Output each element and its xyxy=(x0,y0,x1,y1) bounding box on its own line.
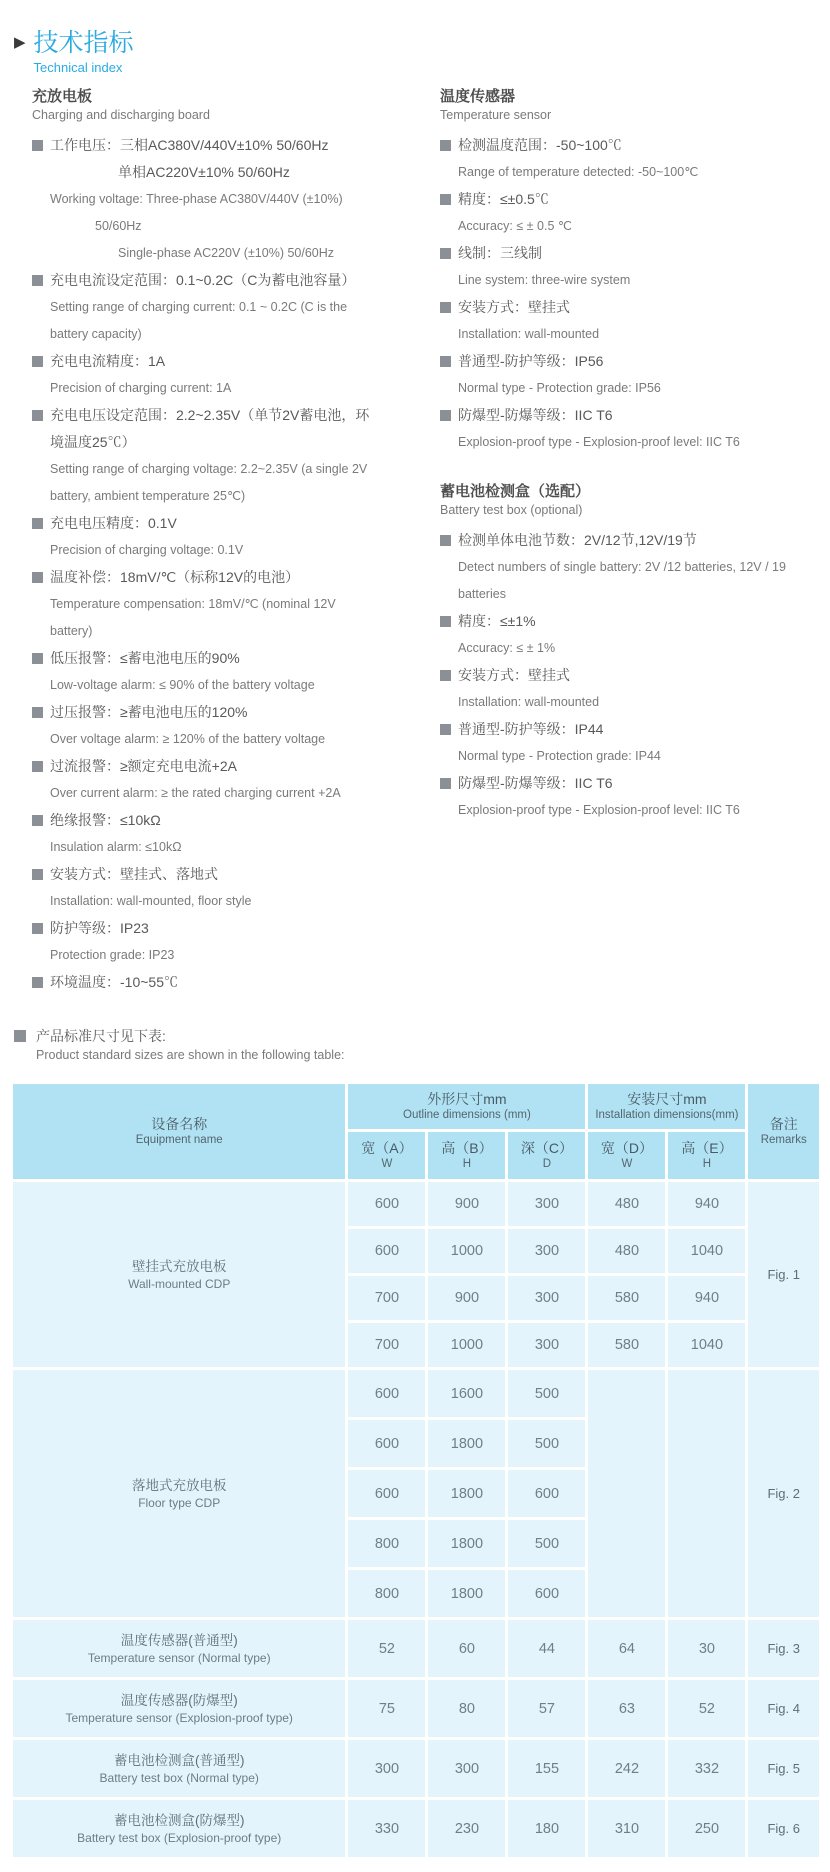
dimension-cell: 500 xyxy=(507,1519,587,1569)
spec-line-cn xyxy=(32,861,424,888)
remark-cell: Fig. 4 xyxy=(747,1679,821,1739)
remark-cell: Fig. 1 xyxy=(747,1181,821,1369)
spec-line-cn xyxy=(32,510,424,537)
square-bullet-icon xyxy=(32,410,43,421)
spec-line-cn xyxy=(32,969,424,996)
spec-line-en: Installation: wall-mounted xyxy=(458,695,600,709)
equipment-name-en: Wall-mounted CDP xyxy=(128,1276,231,1291)
spec-text-cn: 普通型-防护等级：IP56 xyxy=(458,353,604,369)
col-header-4 xyxy=(667,1131,747,1181)
dimension-cell: 800 xyxy=(347,1569,427,1619)
spec-line-cn xyxy=(440,527,826,554)
table-note-cn: 产品标准尺寸见下表: xyxy=(36,1028,166,1044)
section-heading xyxy=(440,482,826,519)
square-bullet-icon xyxy=(440,724,451,735)
col-header-en: W xyxy=(621,1158,633,1170)
spec-line-en: Over current alarm: ≥ the rated charging current +2A xyxy=(50,786,341,800)
spec-line-en: Normal type - Protection grade: IP44 xyxy=(458,749,661,763)
spec-line-en: Single-phase AC220V (±10%) 50/60Hz xyxy=(118,246,335,260)
dimension-cell: 1800 xyxy=(427,1519,507,1569)
spec-line-en: Precision of charging voltage: 0.1V xyxy=(50,543,244,557)
section-heading xyxy=(32,87,424,124)
spec-line-en: Protection grade: IP23 xyxy=(50,948,175,962)
equipment-name-cell xyxy=(12,1739,347,1799)
page-title: 技术指标 xyxy=(33,29,134,57)
spec-columns xyxy=(0,87,830,996)
dimension-cell: 1600 xyxy=(427,1369,507,1419)
spec-line-cn xyxy=(440,294,826,321)
spec-text-cn: 安装方式：壁挂式 xyxy=(458,299,570,315)
dimension-cell: 1000 xyxy=(427,1322,507,1369)
spec-text-cn: 充电电压精度：0.1V xyxy=(50,515,177,531)
spec-item xyxy=(32,645,424,699)
equipment-name-en: Battery test box (Explosion-proof type) xyxy=(77,1830,282,1845)
equipment-name-cell xyxy=(12,1619,347,1679)
square-bullet-icon xyxy=(440,670,451,681)
spec-line-en: Explosion-proof type - Explosion-proof level: IIC T6 xyxy=(458,435,740,449)
spec-line-cn: 境温度25℃） xyxy=(50,434,136,450)
spec-line-en: Installation: wall-mounted, floor style xyxy=(50,894,252,908)
spec-text-cn: 安装方式：壁挂式、落地式 xyxy=(50,866,218,882)
equipment-name-cell xyxy=(12,1369,347,1619)
spec-item xyxy=(32,402,424,510)
spec-item xyxy=(32,348,424,402)
dimension-cell: 330 xyxy=(347,1799,427,1859)
spec-text-cn: 精度：≤±0.5℃ xyxy=(458,191,549,207)
equipment-name-en: Battery test box (Normal type) xyxy=(99,1770,259,1785)
spec-line-en: battery capacity) xyxy=(50,327,142,341)
col-header-en: D xyxy=(542,1158,552,1170)
spec-line-cn xyxy=(440,770,826,797)
dimension-cell: 1800 xyxy=(427,1419,507,1469)
spec-line-en: 50/60Hz xyxy=(95,219,142,233)
spec-item xyxy=(440,608,826,662)
col-header-en: H xyxy=(462,1158,472,1170)
dimension-cell: 44 xyxy=(507,1619,587,1679)
spec-text-cn: 普通型-防护等级：IP44 xyxy=(458,721,604,737)
dimension-cell: 57 xyxy=(507,1679,587,1739)
square-bullet-icon xyxy=(32,356,43,367)
col-header-1 xyxy=(427,1131,507,1181)
col-group-outline-dimensions: 外形尺寸mm Outline dimensions (mm) xyxy=(347,1083,587,1131)
square-bullet-icon xyxy=(32,707,43,718)
square-bullet-icon xyxy=(14,1030,26,1042)
spec-line-cn xyxy=(32,753,424,780)
remark-cell: Fig. 6 xyxy=(747,1799,821,1859)
square-bullet-icon xyxy=(32,653,43,664)
col-header-cn: 高（B） xyxy=(441,1140,493,1156)
dimension-cell: 300 xyxy=(427,1739,507,1799)
spec-line-cn xyxy=(32,807,424,834)
col-header-en: W xyxy=(381,1158,393,1170)
dimension-cell: 600 xyxy=(507,1569,587,1619)
spec-item xyxy=(32,915,424,969)
dimension-cell: 155 xyxy=(507,1739,587,1799)
dimension-cell: 30 xyxy=(667,1619,747,1679)
spec-item xyxy=(440,348,826,402)
spec-line-cn xyxy=(32,348,424,375)
square-bullet-icon xyxy=(440,616,451,627)
table-row xyxy=(12,1739,821,1799)
col-header-remarks: 备注 Remarks xyxy=(747,1083,821,1181)
dimension-cell: 500 xyxy=(507,1419,587,1469)
table-row xyxy=(12,1181,821,1228)
dimension-cell: 52 xyxy=(667,1679,747,1739)
spec-item xyxy=(440,240,826,294)
square-bullet-icon xyxy=(440,535,451,546)
dimension-cell: 75 xyxy=(347,1679,427,1739)
spec-line-en: Low-voltage alarm: ≤ 90% of the battery voltage xyxy=(50,678,315,692)
spec-line-cn xyxy=(440,186,826,213)
spec-item xyxy=(440,662,826,716)
spec-text-cn: 线制：三线制 xyxy=(458,245,542,261)
dimension-cell: 180 xyxy=(507,1799,587,1859)
equipment-name-cell xyxy=(12,1799,347,1859)
spec-item xyxy=(32,861,424,915)
remark-cell: Fig. 3 xyxy=(747,1619,821,1679)
dimension-cell: 940 xyxy=(667,1181,747,1228)
spec-item xyxy=(32,132,424,267)
dimension-cell: 1040 xyxy=(667,1228,747,1275)
dimension-cell: 600 xyxy=(507,1469,587,1519)
spec-line-en: Detect numbers of single battery: 2V /12 batteries, 12V / 19 xyxy=(458,560,786,574)
equipment-name-cn: 蓄电池检测盒(普通型) xyxy=(113,1752,245,1768)
dimension-cell: 800 xyxy=(347,1519,427,1569)
square-bullet-icon xyxy=(32,869,43,880)
dimension-cell: 60 xyxy=(427,1619,507,1679)
spec-text-cn: 环境温度：-10~55℃ xyxy=(50,974,178,990)
spec-line-en: Insulation alarm: ≤10kΩ xyxy=(50,840,182,854)
dimension-cell: 600 xyxy=(347,1181,427,1228)
col-header-cn: 宽（A） xyxy=(361,1140,413,1156)
spec-column-right xyxy=(440,87,826,996)
dimension-cell: 900 xyxy=(427,1181,507,1228)
spec-item xyxy=(440,132,826,186)
spec-line-en: Installation: wall-mounted xyxy=(458,327,600,341)
dimension-cell: 500 xyxy=(507,1369,587,1419)
dimension-cell: 300 xyxy=(507,1275,587,1322)
square-bullet-icon xyxy=(440,140,451,151)
equipment-name-cn: 蓄电池检测盒(防爆型) xyxy=(113,1812,245,1828)
spec-item xyxy=(32,807,424,861)
square-bullet-icon xyxy=(32,815,43,826)
spec-line-cn xyxy=(32,915,424,942)
col-header-3 xyxy=(587,1131,667,1181)
dimension-cell: 300 xyxy=(507,1181,587,1228)
dimension-cell: 310 xyxy=(587,1799,667,1859)
spec-line-cn xyxy=(440,608,826,635)
spec-line-cn xyxy=(32,132,424,159)
spec-item xyxy=(440,402,826,456)
spec-item xyxy=(32,753,424,807)
spec-item xyxy=(440,527,826,608)
dimension-cell: 940 xyxy=(667,1275,747,1322)
page-header xyxy=(0,0,830,75)
section-heading xyxy=(440,87,826,124)
spec-text-cn: 过压报警：≥蓄电池电压的120% xyxy=(50,704,248,720)
spec-item xyxy=(440,716,826,770)
dimension-cell: 1800 xyxy=(427,1469,507,1519)
spec-text-cn: 工作电压：三相AC380V/440V±10% 50/60Hz xyxy=(50,137,329,153)
equipment-name-en: Floor type CDP xyxy=(138,1495,221,1510)
dimension-cell: 480 xyxy=(587,1181,667,1228)
dimension-cell: 63 xyxy=(587,1679,667,1739)
col-group-installation-dimensions: 安装尺寸mm Installation dimensions(mm) xyxy=(587,1083,747,1131)
col-header-cn: 宽（D） xyxy=(600,1140,653,1156)
spec-line-en: Normal type - Protection grade: IP56 xyxy=(458,381,661,395)
equipment-name-cn: 落地式充放电板 xyxy=(131,1477,227,1493)
dimension-cell: 300 xyxy=(347,1739,427,1799)
spec-text-cn: 安装方式：壁挂式 xyxy=(458,667,570,683)
dimension-cell: 300 xyxy=(507,1228,587,1275)
square-bullet-icon xyxy=(440,302,451,313)
spec-line-en: Accuracy: ≤ ± 0.5 ℃ xyxy=(458,219,572,233)
equipment-name-cn: 温度传感器(普通型) xyxy=(120,1632,238,1648)
table-row xyxy=(12,1799,821,1859)
col-header-2 xyxy=(507,1131,587,1181)
table-row xyxy=(12,1369,821,1419)
square-bullet-icon xyxy=(440,410,451,421)
dimension-cell: 332 xyxy=(667,1739,747,1799)
spec-line-en: Range of temperature detected: -50~100℃ xyxy=(458,165,699,179)
col-header-0 xyxy=(347,1131,427,1181)
spec-line-cn xyxy=(32,645,424,672)
dimension-cell-empty xyxy=(667,1369,747,1619)
dimension-cell: 600 xyxy=(347,1469,427,1519)
spec-item xyxy=(32,510,424,564)
section-heading-en: Battery test box (optional) xyxy=(440,503,583,517)
dimension-cell: 1040 xyxy=(667,1322,747,1369)
spec-text-cn: 过流报警：≥额定充电电流+2A xyxy=(50,758,237,774)
dimension-cell: 230 xyxy=(427,1799,507,1859)
spec-line-en: batteries xyxy=(458,587,506,601)
section-heading-cn: 蓄电池检测盒（选配） xyxy=(440,483,591,500)
spec-text-cn: 防爆型-防爆等级：IIC T6 xyxy=(458,407,613,423)
spec-text-cn: 温度补偿：18mV/℃（标称12V的电池） xyxy=(50,569,300,585)
remark-cell: Fig. 2 xyxy=(747,1369,821,1619)
dimension-cell: 1800 xyxy=(427,1569,507,1619)
dimension-cell: 580 xyxy=(587,1322,667,1369)
dimension-cell: 700 xyxy=(347,1275,427,1322)
page-subtitle: Technical index xyxy=(33,60,123,75)
spec-line-cn xyxy=(32,699,424,726)
square-bullet-icon xyxy=(32,140,43,151)
spec-line-en: Setting range of charging voltage: 2.2~2.35V (a single 2V xyxy=(50,462,368,476)
spec-text-cn: 充电电流精度：1A xyxy=(50,353,166,369)
table-note-en: Product standard sizes are shown in the following table: xyxy=(36,1048,345,1062)
section-heading-en: Temperature sensor xyxy=(440,108,552,122)
spec-text-cn: 检测温度范围：-50~100℃ xyxy=(458,137,622,153)
square-bullet-icon xyxy=(440,248,451,259)
spec-line-en: Explosion-proof type - Explosion-proof level: IIC T6 xyxy=(458,803,740,817)
triangle-bullet-icon: ▶ xyxy=(14,34,26,51)
dimension-cell: 700 xyxy=(347,1322,427,1369)
dimension-cell: 480 xyxy=(587,1228,667,1275)
spec-text-cn: 精度：≤±1% xyxy=(458,613,536,629)
spec-text-cn: 防护等级：IP23 xyxy=(50,920,149,936)
dimension-cell: 300 xyxy=(507,1322,587,1369)
spec-line-en: battery) xyxy=(50,624,93,638)
square-bullet-icon xyxy=(32,572,43,583)
spec-line-cn xyxy=(440,402,826,429)
dimension-cell: 242 xyxy=(587,1739,667,1799)
spec-item xyxy=(32,699,424,753)
spec-line-en: Precision of charging current: 1A xyxy=(50,381,232,395)
square-bullet-icon xyxy=(32,275,43,286)
square-bullet-icon xyxy=(32,923,43,934)
dimension-cell: 1000 xyxy=(427,1228,507,1275)
dimension-cell: 250 xyxy=(667,1799,747,1859)
spec-line-cn: 单相AC220V±10% 50/60Hz xyxy=(118,164,290,180)
spec-item xyxy=(440,294,826,348)
dimension-cell: 64 xyxy=(587,1619,667,1679)
equipment-name-cn: 壁挂式充放电板 xyxy=(131,1258,227,1274)
product-sizes-table xyxy=(10,1081,822,1860)
square-bullet-icon xyxy=(440,356,451,367)
spec-line-cn xyxy=(440,240,826,267)
square-bullet-icon xyxy=(32,977,43,988)
spec-line-en: Accuracy: ≤ ± 1% xyxy=(458,641,556,655)
spec-line-en: Setting range of charging current: 0.1 ~ 0.2C (C is the xyxy=(50,300,348,314)
table-note xyxy=(14,1026,830,1065)
square-bullet-icon xyxy=(32,761,43,772)
spec-item xyxy=(440,186,826,240)
table-row xyxy=(12,1679,821,1739)
section-heading-cn: 温度传感器 xyxy=(440,88,516,105)
dimension-cell: 600 xyxy=(347,1419,427,1469)
spec-item xyxy=(32,564,424,645)
dimension-cell: 900 xyxy=(427,1275,507,1322)
equipment-name-en: Temperature sensor (Normal type) xyxy=(87,1650,271,1665)
dimension-cell: 580 xyxy=(587,1275,667,1322)
spec-text-cn: 充电电流设定范围：0.1~0.2C（C为蓄电池容量） xyxy=(50,272,356,288)
spec-text-cn: 低压报警：≤蓄电池电压的90% xyxy=(50,650,240,666)
spec-item xyxy=(440,770,826,824)
spec-line-en: battery, ambient temperature 25℃) xyxy=(50,489,246,503)
col-header-equipment-name: 设备名称 Equipment name xyxy=(12,1083,347,1181)
spec-text-cn: 防爆型-防爆等级：IIC T6 xyxy=(458,775,613,791)
spec-text-cn: 绝缘报警：≤10kΩ xyxy=(50,812,161,828)
dimension-cell: 80 xyxy=(427,1679,507,1739)
remark-cell: Fig. 5 xyxy=(747,1739,821,1799)
col-header-en: H xyxy=(702,1158,712,1170)
spec-line-cn xyxy=(440,716,826,743)
equipment-name-cell xyxy=(12,1181,347,1369)
square-bullet-icon xyxy=(440,194,451,205)
col-header-cn: 高（E） xyxy=(681,1140,733,1156)
spec-text-cn: 充电电压设定范围：2.2~2.35V（单节2V蓄电池，环 xyxy=(50,407,370,423)
spec-line-cn xyxy=(440,662,826,689)
col-header-cn: 深（C） xyxy=(520,1140,573,1156)
spec-column-left xyxy=(32,87,424,996)
spec-line-en: Temperature compensation: 18mV/℃ (nominal 12V xyxy=(50,597,336,611)
spec-line-cn xyxy=(440,132,826,159)
section-heading-en: Charging and discharging board xyxy=(32,108,210,122)
spec-item xyxy=(32,969,424,996)
dimension-cell: 52 xyxy=(347,1619,427,1679)
equipment-name-en: Temperature sensor (Explosion-proof type) xyxy=(65,1710,293,1725)
square-bullet-icon xyxy=(440,778,451,789)
dimension-cell: 600 xyxy=(347,1228,427,1275)
equipment-name-cell xyxy=(12,1679,347,1739)
square-bullet-icon xyxy=(32,518,43,529)
table-row xyxy=(12,1619,821,1679)
section-heading-cn: 充放电板 xyxy=(32,88,93,105)
spec-line-cn xyxy=(32,267,424,294)
spec-line-en: Working voltage: Three-phase AC380V/440V (±10%) xyxy=(50,192,343,206)
spec-line-en: Line system: three-wire system xyxy=(458,273,631,287)
spec-text-cn: 检测单体电池节数：2V/12节,12V/19节 xyxy=(458,532,697,548)
spec-line-en: Over voltage alarm: ≥ 120% of the battery voltage xyxy=(50,732,326,746)
spec-line-cn xyxy=(32,402,424,429)
dimension-cell: 600 xyxy=(347,1369,427,1419)
spec-item xyxy=(32,267,424,348)
spec-line-cn xyxy=(440,348,826,375)
spec-line-cn xyxy=(32,564,424,591)
equipment-name-cn: 温度传感器(防爆型) xyxy=(120,1692,238,1708)
dimension-cell-empty xyxy=(587,1369,667,1619)
